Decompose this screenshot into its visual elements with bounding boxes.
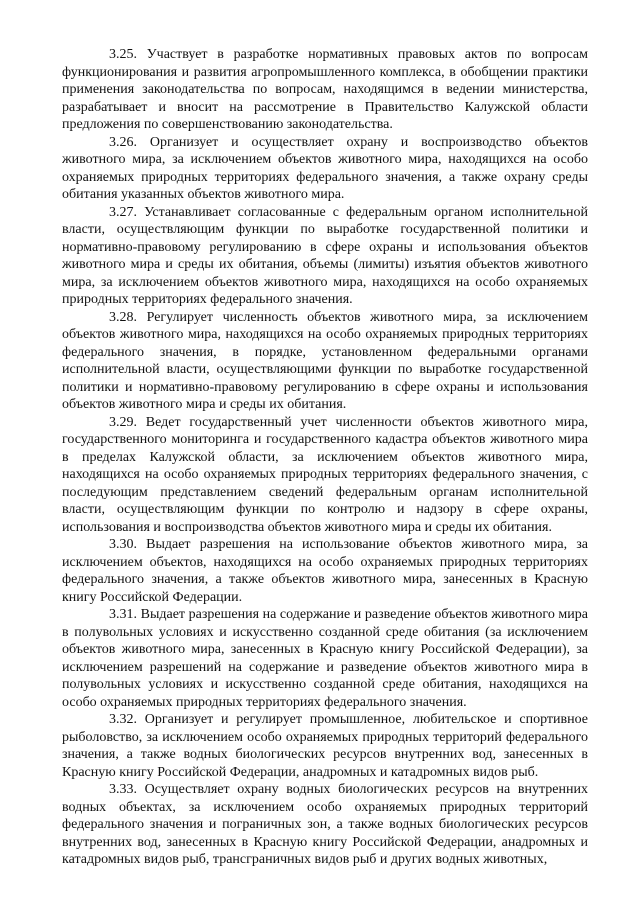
paragraph-3-31: 3.31. Выдает разрешения на содержание и разведение объектов животного мира в полувольных условиях и искусственно созданной среде обитания (за исключением объектов животного мира, занесенных в Красную книгу Российской Федерации), за исключением разрешений на содержание и разведение объектов животного мира в полувольных условиях и искусственно созданной среде обитания, находящихся на особо охраняемых природных территориях федерального значения. <box>62 607 588 710</box>
document-body <box>62 46 588 869</box>
paragraph-3-28: 3.28. Регулирует численность объектов животного мира, за исключением объектов животного мира, находящихся на особо охраняемых природных территориях федерального значения, в порядке, установленном федеральными органами исполнительной власти, осуществляющими функции по выработке государственной политики и нормативно-правовому регулированию в сфере охраны и использования объектов животного мира и среды их обитания. <box>62 309 588 412</box>
paragraph-3-29: 3.29. Ведет государственный учет численности объектов животного мира, государственного мониторинга и государственного кадастра объектов животного мира в пределах Калужской области, за исключением объектов животного мира, находящихся на особо охраняемых природных территориях федерального значения, с последующим представлением сведений федеральным органам исполнительной власти, осуществляющим функции по контролю и надзору в сфере охраны, использования и воспроизводства объектов животного мира и среды их обитания. <box>62 414 588 535</box>
paragraph-3-26: 3.26. Организует и осуществляет охрану и воспроизводство объектов животного мира, за исключением объектов животного мира, находящихся на особо охраняемых природных территориях федерального значения, а также охрану среды обитания указанных объектов животного мира. <box>62 134 588 202</box>
paragraph-3-30: 3.30. Выдает разрешения на использование объектов животного мира, за исключением объектов, находящихся на особо охраняемых природных территориях федерального значения, а также объектов животного мира, занесенных в Красную книгу Российской Федерации. <box>62 537 588 605</box>
paragraph-3-33: 3.33. Осуществляет охрану водных биологических ресурсов на внутренних водных объектах, за исключением особо охраняемых природных территорий федерального значения и пограничных зон, а также водных биологических ресурсов внутренних вод, занесенных в Красную книгу Российской Федерации, анадромных и катадромных видов рыб, трансграничных видов рыб и других водных животных, <box>62 782 588 867</box>
paragraph-3-32: 3.32. Организует и регулирует промышленное, любительское и спортивное рыболовство, за исключением особо охраняемых природных территорий федерального значения, а также водных биологических ресурсов внутренних вод, занесенных в Красную книгу Российской Федерации, анадромных и катадромных видов рыб. <box>62 712 588 780</box>
paragraph-3-27: 3.27. Устанавливает согласованные с федеральным органом исполнительной власти, осуществляющим функции по выработке государственной политики и нормативно-правовому регулированию в сфере охраны и использования объектов животного мира и среды их обитания, объемы (лимиты) изъятия объектов животного мира, за исключением объектов животного мира, находящихся на особо охраняемых природных территориях федерального значения. <box>62 204 588 307</box>
paragraph-3-25: 3.25. Участвует в разработке нормативных правовых актов по вопросам функционирования и развития агропромышленного комплекса, в обобщении практики применения законодательства по вопросам, находящимся в ведении министерства, разрабатывает и вносит на рассмотрение в Правительство Калужской области предложения по совершенствованию законодательства. <box>62 47 588 132</box>
